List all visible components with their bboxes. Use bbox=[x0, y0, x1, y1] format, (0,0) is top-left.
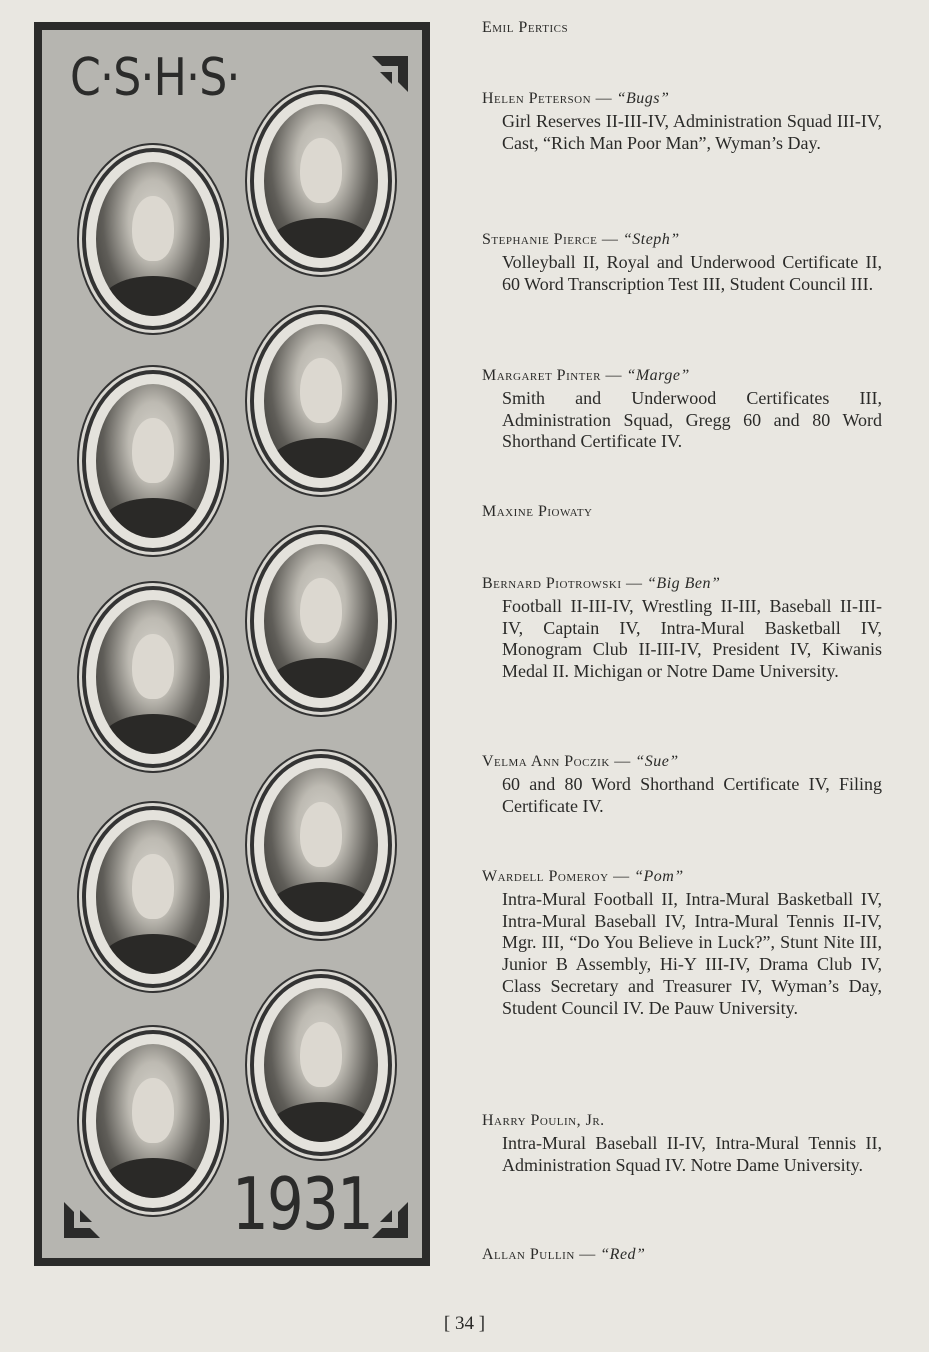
senior-activities: Intra-Mural Baseball II-IV, Intra-Mural Tennis II, Administration Squad IV. Notre Dame University. bbox=[502, 1133, 882, 1175]
senior-nickname: “Pom” bbox=[634, 868, 684, 885]
senior-nickname: “Marge” bbox=[626, 367, 690, 384]
page-number: [ 34 ] bbox=[443, 1313, 486, 1334]
school-logo: C·S·H·S· bbox=[70, 48, 240, 108]
senior-entry bbox=[482, 366, 882, 453]
portrait-panel bbox=[34, 22, 430, 1266]
senior-nickname: “Steph” bbox=[622, 231, 680, 248]
senior-nickname: “Red” bbox=[600, 1246, 646, 1263]
senior-entry bbox=[482, 502, 882, 522]
senior-name: Wardell Pomeroy — “Pom” bbox=[482, 868, 684, 885]
senior-entry bbox=[482, 89, 882, 154]
senior-nickname: “Bugs” bbox=[616, 90, 670, 107]
senior-name: Allan Pullin — “Red” bbox=[482, 1246, 646, 1263]
corner-arrow-top-right-icon bbox=[368, 52, 412, 96]
senior-name: Emil Pertics bbox=[482, 19, 569, 36]
portrait-photo bbox=[250, 754, 392, 936]
senior-entry bbox=[482, 1111, 882, 1176]
senior-entry bbox=[482, 18, 882, 38]
senior-activities: Intra-Mural Football II, Intra-Mural Basketball IV, Intra-Mural Baseball IV, Intra-Mural Tennis II-IV, Mgr. III, “Do You Believe in Luck?”, Stunt Nite III, Junior B Assembly, Hi-Y III-IV, Drama Club IV, Class Secretary and Treasurer IV, Wyman’s Day, Student Council IV. De Pauw University. bbox=[502, 889, 882, 1018]
senior-name: Stephanie Pierce — “Steph” bbox=[482, 231, 680, 248]
senior-activities: Volleyball II, Royal and Underwood Certificate II, 60 Word Transcription Test III, Student Council III. bbox=[502, 252, 882, 294]
corner-arrow-bottom-right-icon bbox=[368, 1198, 412, 1242]
portrait-photo bbox=[250, 90, 392, 272]
senior-name: Velma Ann Poczik — “Sue” bbox=[482, 753, 679, 770]
portrait-photo bbox=[82, 1030, 224, 1212]
senior-entry bbox=[482, 1245, 882, 1265]
senior-activities: Girl Reserves II-III-IV, Administration Squad III-IV, Cast, “Rich Man Poor Man”, Wyman’s Day. bbox=[502, 111, 882, 153]
senior-name: Maxine Piowaty bbox=[482, 503, 593, 520]
year-label: 1931 bbox=[232, 1162, 373, 1246]
portrait-photo bbox=[250, 530, 392, 712]
portrait-photo bbox=[250, 310, 392, 492]
senior-name: Margaret Pinter — “Marge” bbox=[482, 367, 690, 384]
senior-activities: Football II-III-IV, Wrestling II-III, Baseball II-III-IV, Captain IV, Intra-Mural Basketball IV, Monogram Club II-III-IV, President IV, Kiwanis Medal II. Michigan or Notre Dame University. bbox=[502, 596, 882, 682]
portrait-photo bbox=[82, 806, 224, 988]
senior-activities: Smith and Underwood Certificates III, Administration Squad, Gregg 60 and 80 Word Shorthand Certificate IV. bbox=[502, 388, 882, 452]
senior-entry bbox=[482, 230, 882, 295]
portrait-photo bbox=[82, 586, 224, 768]
senior-name: Helen Peterson — “Bugs” bbox=[482, 90, 670, 107]
senior-nickname: “Big Ben” bbox=[647, 575, 721, 592]
corner-arrow-bottom-left-icon bbox=[60, 1198, 104, 1242]
senior-name: Harry Poulin, Jr. bbox=[482, 1112, 605, 1129]
senior-entry bbox=[482, 574, 882, 683]
senior-entry bbox=[482, 752, 882, 817]
portrait-photo bbox=[250, 974, 392, 1156]
portrait-panel-inner bbox=[42, 30, 422, 1258]
portrait-photo bbox=[82, 148, 224, 330]
senior-activities: 60 and 80 Word Shorthand Certificate IV, Filing Certificate IV. bbox=[502, 774, 882, 816]
senior-nickname: “Sue” bbox=[635, 753, 679, 770]
portrait-photo bbox=[82, 370, 224, 552]
senior-entry bbox=[482, 867, 882, 1019]
senior-name: Bernard Piotrowski — “Big Ben” bbox=[482, 575, 721, 592]
